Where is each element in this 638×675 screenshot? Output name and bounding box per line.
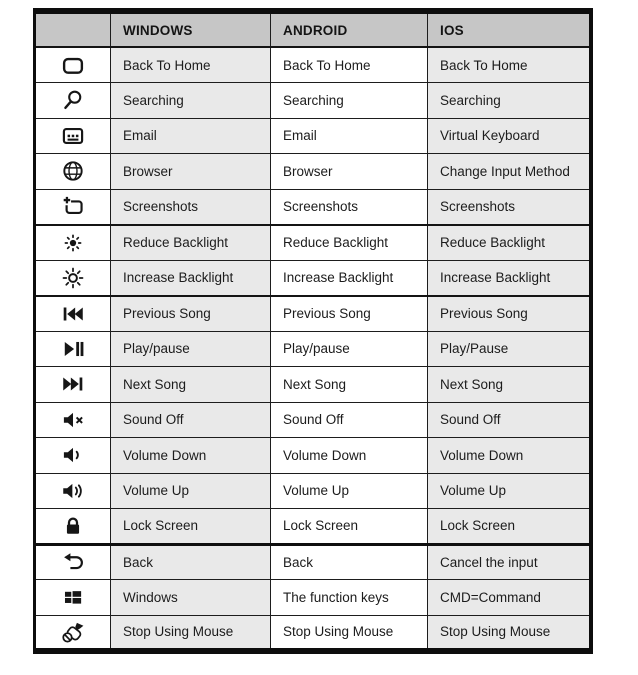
screenshot-icon: [60, 194, 86, 220]
android-cell: Volume Up: [271, 473, 428, 509]
windows-cell: Searching: [111, 83, 271, 119]
table-row: [35, 260, 591, 296]
icon-cell: [35, 331, 111, 367]
windows-cell: Screenshots: [111, 189, 271, 225]
android-cell: Back To Home: [271, 47, 428, 83]
table-row: [35, 473, 591, 509]
android-cell: The function keys: [271, 580, 428, 616]
table-row: [35, 331, 591, 367]
windows-logo-icon: [60, 584, 86, 610]
next-track-icon: [60, 371, 86, 397]
volume-down-icon: [60, 442, 86, 468]
search-icon: [60, 87, 86, 113]
ios-cell: Reduce Backlight: [428, 225, 591, 261]
ios-cell: Change Input Method: [428, 154, 591, 190]
android-cell: Volume Down: [271, 438, 428, 474]
android-cell: Play/pause: [271, 331, 428, 367]
ios-cell: Volume Down: [428, 438, 591, 474]
ios-cell: Searching: [428, 83, 591, 119]
table-row: [35, 580, 591, 616]
icon-cell: [35, 260, 111, 296]
ios-cell: Play/Pause: [428, 331, 591, 367]
header-row: [35, 11, 591, 47]
icon-cell: [35, 83, 111, 119]
icon-cell: [35, 189, 111, 225]
icon-cell: [35, 402, 111, 438]
icon-cell: [35, 544, 111, 580]
table-row: [35, 296, 591, 332]
mute-icon: [60, 407, 86, 433]
android-cell: Stop Using Mouse: [271, 615, 428, 651]
android-cell: Sound Off: [271, 402, 428, 438]
ios-cell: Sound Off: [428, 402, 591, 438]
ios-cell: Virtual Keyboard: [428, 118, 591, 154]
lock-icon: [60, 513, 86, 539]
icon-cell: [35, 154, 111, 190]
ios-cell: Previous Song: [428, 296, 591, 332]
back-icon: [60, 549, 86, 575]
android-cell: Reduce Backlight: [271, 225, 428, 261]
windows-cell: Browser: [111, 154, 271, 190]
windows-cell: Sound Off: [111, 402, 271, 438]
android-cell: Screenshots: [271, 189, 428, 225]
ios-cell: Volume Up: [428, 473, 591, 509]
table-row: [35, 154, 591, 190]
keyboard-icon: [60, 123, 86, 149]
windows-cell: Next Song: [111, 367, 271, 403]
windows-cell: Back To Home: [111, 47, 271, 83]
icon-cell: [35, 615, 111, 651]
ios-cell: Increase Backlight: [428, 260, 591, 296]
table-row: [35, 47, 591, 83]
windows-cell: Windows: [111, 580, 271, 616]
shortcut-table-wrap: [33, 8, 593, 654]
header-cell-ios: IOS: [428, 11, 591, 47]
windows-cell: Increase Backlight: [111, 260, 271, 296]
table-row: [35, 367, 591, 403]
android-cell: Previous Song: [271, 296, 428, 332]
volume-up-icon: [60, 478, 86, 504]
icon-cell: [35, 225, 111, 261]
previous-track-icon: [60, 301, 86, 327]
table-row: [35, 509, 591, 545]
icon-cell: [35, 367, 111, 403]
table-header: [35, 11, 591, 47]
table-row: [35, 544, 591, 580]
android-cell: Email: [271, 118, 428, 154]
windows-cell: Play/pause: [111, 331, 271, 367]
android-cell: Searching: [271, 83, 428, 119]
table-row: [35, 83, 591, 119]
windows-cell: Volume Up: [111, 473, 271, 509]
windows-cell: Volume Down: [111, 438, 271, 474]
play-pause-icon: [60, 336, 86, 362]
table-row: [35, 438, 591, 474]
windows-cell: Back: [111, 544, 271, 580]
android-cell: Back: [271, 544, 428, 580]
windows-cell: Previous Song: [111, 296, 271, 332]
icon-cell: [35, 47, 111, 83]
icon-cell: [35, 296, 111, 332]
shortcut-key-table: [33, 8, 593, 654]
android-cell: Increase Backlight: [271, 260, 428, 296]
android-cell: Lock Screen: [271, 509, 428, 545]
icon-cell: [35, 580, 111, 616]
backlight-down-icon: [60, 230, 86, 256]
icon-cell: [35, 118, 111, 154]
table-row: [35, 615, 591, 651]
ios-cell: Stop Using Mouse: [428, 615, 591, 651]
ios-cell: CMD=Command: [428, 580, 591, 616]
android-cell: Next Song: [271, 367, 428, 403]
ios-cell: Lock Screen: [428, 509, 591, 545]
ios-cell: Cancel the input: [428, 544, 591, 580]
table-row: [35, 225, 591, 261]
windows-cell: Reduce Backlight: [111, 225, 271, 261]
android-cell: Browser: [271, 154, 428, 190]
icon-cell: [35, 473, 111, 509]
icon-cell: [35, 509, 111, 545]
mouse-off-icon: [60, 619, 86, 645]
home-button-icon: [60, 52, 86, 78]
ios-cell: Next Song: [428, 367, 591, 403]
table-row: [35, 402, 591, 438]
header-cell-android: ANDROID: [271, 11, 428, 47]
table-row: [35, 189, 591, 225]
table-body: [35, 47, 591, 651]
windows-cell: Email: [111, 118, 271, 154]
header-cell-windows: WINDOWS: [111, 11, 271, 47]
globe-icon: [60, 158, 86, 184]
icon-cell: [35, 438, 111, 474]
windows-cell: Lock Screen: [111, 509, 271, 545]
ios-cell: Screenshots: [428, 189, 591, 225]
backlight-up-icon: [60, 265, 86, 291]
windows-cell: Stop Using Mouse: [111, 615, 271, 651]
table-row: [35, 118, 591, 154]
header-cell-icon: [35, 11, 111, 47]
ios-cell: Back To Home: [428, 47, 591, 83]
